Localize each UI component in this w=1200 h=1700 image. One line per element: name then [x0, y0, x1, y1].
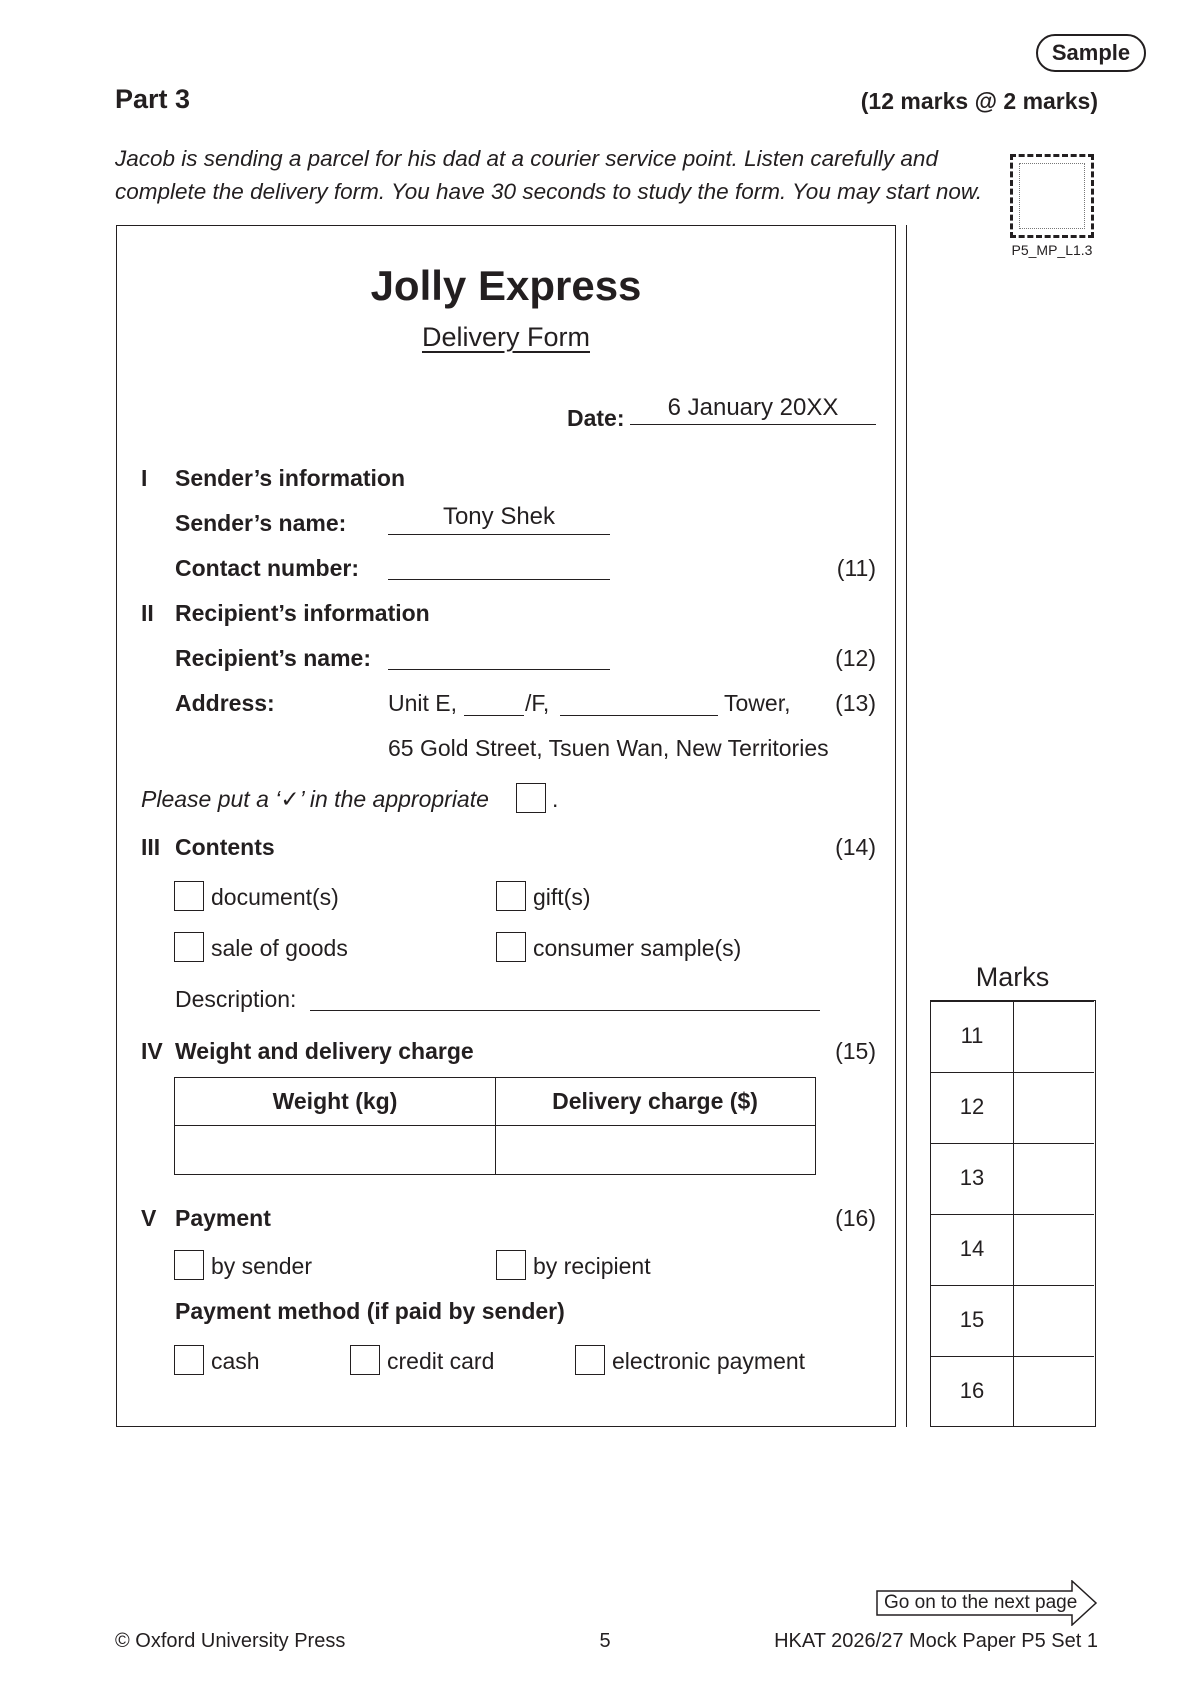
documents-checkbox[interactable]	[174, 881, 204, 911]
by-recipient-label: by recipient	[533, 1253, 651, 1279]
sale-of-goods-checkbox[interactable]	[174, 932, 204, 962]
qr-code-icon	[1010, 154, 1094, 238]
documents-label: document(s)	[211, 884, 339, 910]
footer-page-number: 5	[599, 1630, 611, 1652]
marks-row	[931, 1001, 1094, 1072]
electronic-payment-checkbox[interactable]	[575, 1345, 605, 1375]
marks-row	[931, 1143, 1094, 1214]
form-subtitle-text: Delivery Form	[421, 322, 590, 352]
address-tower-field[interactable]	[560, 686, 718, 716]
marks-row-number: 11	[960, 1023, 984, 1048]
tick-instruction-mid: ’ in the appropriate	[299, 786, 489, 812]
credit-card-checkbox[interactable]	[350, 1345, 380, 1375]
description-field[interactable]	[310, 981, 820, 1011]
address-line-2: 65 Gold Street, Tsuen Wan, New Territories	[388, 735, 829, 761]
by-sender-label: by sender	[211, 1253, 313, 1279]
contents-section-number: III	[141, 834, 161, 860]
contact-number-field[interactable]	[388, 550, 610, 580]
gifts-label: gift(s)	[533, 884, 591, 910]
table-header-divider	[175, 1125, 815, 1126]
by-sender-checkbox[interactable]	[174, 1250, 204, 1280]
marks-row	[931, 1356, 1094, 1427]
recipient-section-number: II	[141, 600, 154, 626]
address-floor-field[interactable]	[464, 686, 524, 716]
marks-row-number: 12	[959, 1094, 985, 1119]
weight-column-header: Weight (kg)	[272, 1088, 398, 1114]
part-title: Part 3	[115, 84, 191, 114]
recipient-name-label: Recipient’s name:	[175, 645, 371, 671]
consumer-samples-label: consumer sample(s)	[533, 935, 742, 961]
payment-section-number: V	[141, 1205, 157, 1231]
marks-row	[931, 1214, 1094, 1285]
cash-label: cash	[211, 1348, 260, 1374]
sample-badge: Sample	[1036, 34, 1146, 72]
instructions-text: Jacob is sending a parcel for his dad at a courier service point. Listen carefully and complete the delivery form. You have 30 seconds to study the form. You may start now.	[115, 146, 983, 204]
date-value[interactable]: 6 January 20XX	[667, 394, 839, 421]
marks-table	[930, 1000, 1096, 1427]
question-number-16: (16)	[835, 1205, 876, 1231]
form-subtitle	[116, 322, 896, 353]
description-label: Description:	[175, 986, 297, 1012]
form-margin-line	[906, 225, 907, 1427]
electronic-payment-label: electronic payment	[612, 1348, 806, 1374]
contact-number-label: Contact number:	[175, 555, 359, 581]
sender-name-label: Sender’s name:	[175, 510, 347, 536]
address-floor-text: /F,	[525, 690, 550, 716]
next-page-label: Go on to the next page	[884, 1592, 1078, 1613]
address-tower-text: Tower,	[724, 690, 791, 716]
marks-row-number: 15	[959, 1307, 985, 1332]
credit-card-label: credit card	[387, 1348, 495, 1374]
contents-section-heading: Contents	[175, 834, 275, 860]
question-number-12: (12)	[835, 645, 876, 671]
question-number-11: (11)	[836, 555, 876, 581]
footer-copyright: © Oxford University Press	[115, 1630, 346, 1652]
qr-code-label: P5_MP_L1.3	[1011, 242, 1093, 258]
question-number-14: (14)	[835, 834, 876, 860]
tick-instruction-pre: Please put a ‘	[141, 786, 281, 812]
question-number-13: (13)	[835, 690, 876, 716]
tick-symbol: ✓	[280, 786, 300, 812]
by-recipient-checkbox[interactable]	[496, 1250, 526, 1280]
marks-row	[931, 1285, 1094, 1356]
recipient-section-heading: Recipient’s information	[175, 600, 430, 626]
sale-of-goods-label: sale of goods	[211, 935, 348, 961]
address-unit-text: Unit E,	[388, 690, 458, 716]
sender-name-value[interactable]: Tony Shek	[442, 503, 556, 530]
marks-summary: (12 marks @ 2 marks)	[860, 88, 1098, 114]
tick-instruction	[141, 786, 489, 813]
question-number-15: (15)	[835, 1038, 876, 1064]
footer-paper-title: HKAT 2026/27 Mock Paper P5 Set 1	[774, 1630, 1098, 1652]
delivery-charge-input-cell[interactable]	[497, 1127, 815, 1173]
weight-section-heading: Weight and delivery charge	[175, 1038, 474, 1064]
gifts-checkbox[interactable]	[496, 881, 526, 911]
tick-instruction-end: .	[552, 786, 559, 812]
next-page-arrow	[876, 1580, 1098, 1626]
payment-section-heading: Payment	[175, 1205, 271, 1231]
weight-section-number: IV	[141, 1038, 163, 1064]
marks-row-number: 13	[959, 1165, 985, 1190]
example-checkbox-icon	[516, 783, 546, 813]
sender-section-heading: Sender’s information	[175, 465, 406, 491]
marks-row-number: 16	[959, 1378, 985, 1403]
address-label: Address:	[175, 690, 275, 716]
marks-row	[931, 1072, 1094, 1143]
payment-method-heading: Payment method (if paid by sender)	[175, 1298, 565, 1324]
recipient-name-field[interactable]	[388, 640, 610, 670]
weight-charge-table	[174, 1077, 816, 1175]
company-name: Jolly Express	[370, 262, 642, 309]
date-label: Date:	[567, 405, 625, 431]
weight-input-cell[interactable]	[175, 1127, 493, 1173]
consumer-samples-checkbox[interactable]	[496, 932, 526, 962]
marks-title: Marks	[975, 962, 1050, 992]
delivery-charge-column-header: Delivery charge ($)	[552, 1088, 758, 1114]
sender-section-number: I	[141, 465, 148, 491]
marks-row-number: 14	[959, 1236, 985, 1261]
cash-checkbox[interactable]	[174, 1345, 204, 1375]
